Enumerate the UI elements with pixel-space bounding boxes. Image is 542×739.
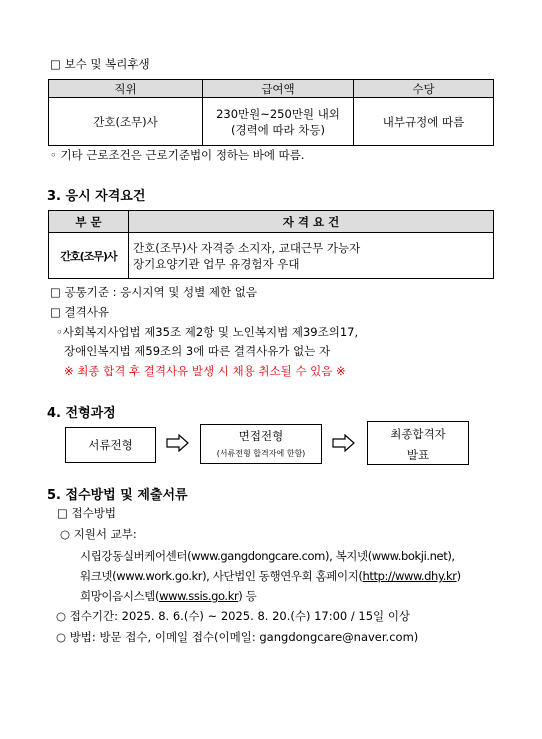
col-position: 직위 [49,80,203,98]
req-line1: 간호(조무)사 자격증 소지자, 교대근무 가능자 [133,240,361,255]
benefits-heading: □ 보수 및 복리후생 [50,57,150,71]
common-criteria: □ 공통기준 : 응시지역 및 성별 제한 없음 [50,285,257,299]
application-method: ○ 방법: 방문 접수, 이메일 접수(이메일: gangdongcare@naver.com) [56,630,419,644]
application-period: ○ 접수기간: 2025. 8. 6.(수) ~ 2025. 8. 20.(수) 17:00 / 15일 이상 [56,609,411,623]
col-requirements: 자 격 요 건 [129,211,494,233]
right-arrow-icon [332,434,356,452]
step-final-announcement [367,421,469,465]
cell-salary [203,98,354,146]
cancellation-warning: ※ 최종 합격 후 결격사유 발생 시 채용 취소될 수 있음 ※ [64,364,346,378]
section5-title: 5. 접수방법 및 제출서류 [47,488,188,503]
cell-division: 간호(조무)사 [49,233,129,279]
col-salary: 급여액 [203,80,354,98]
section3-title: 3. 응시 자격요건 [47,189,146,204]
cell-requirements [129,233,494,279]
distribution-line2-end: ) [456,569,461,583]
benefits-note: ◦ 기타 근로조건은 근로기준법이 정하는 바에 따름. [50,148,305,162]
salary-line2: (경력에 따라 차등) [230,122,326,137]
cell-allowance: 내부규정에 따름 [354,98,494,146]
table-row [49,233,494,279]
distribution-line3-text: 희망이음시스템( [80,589,160,603]
application-method-heading: □ 접수방법 [57,506,116,520]
disqualification-heading: □ 결격사유 [50,305,109,319]
right-arrow-icon [166,434,190,452]
table-row [49,98,494,146]
disqualification-line2: 장애인복지법 제59조의 3에 따른 결격사유가 없는 자 [64,344,331,358]
col-allowance: 수당 [354,80,494,98]
step2-label: 면접전형 [238,429,284,443]
step-document-screening [65,427,156,463]
disqualification-line1: ◦사회복지사업법 제35조 제2항 및 노인복지법 제39조의17, [56,325,359,339]
application-form-label: ○ 지원서 교부: [60,527,137,541]
distribution-line2 [80,568,461,584]
cell-position: 간호(조무)사 [49,98,203,146]
distribution-line3-end: ) 등 [238,589,257,603]
step-interview [200,424,322,464]
salary-line1: 230만원~250만원 내외 [216,106,340,121]
distribution-line3 [80,588,256,604]
salary-table [48,79,494,146]
qualification-table [48,210,494,279]
distribution-line1: 시립강동실버케어센터(www.gangdongcare.com), 복지넷(www.bokji.net), [80,549,455,563]
step3-label-line2: 발표 [406,448,430,462]
ssis-link[interactable]: www.ssis.go.kr [159,589,239,603]
step2-sublabel: (서류전형 합격자에 한함) [216,449,306,458]
step1-label: 서류전형 [88,438,133,452]
dhy-link[interactable]: http://www.dhy.kr [362,569,457,583]
distribution-line2-text: 워크넷(www.work.go.kr), 사단법인 동행연우회 홈페이지( [80,569,363,583]
col-division: 부 문 [49,211,129,233]
step3-label-line1: 최종합격자 [390,427,446,441]
req-line2: 장기요양기관 업무 유경험자 우대 [133,256,300,271]
section4-title: 4. 전형과정 [47,406,116,421]
